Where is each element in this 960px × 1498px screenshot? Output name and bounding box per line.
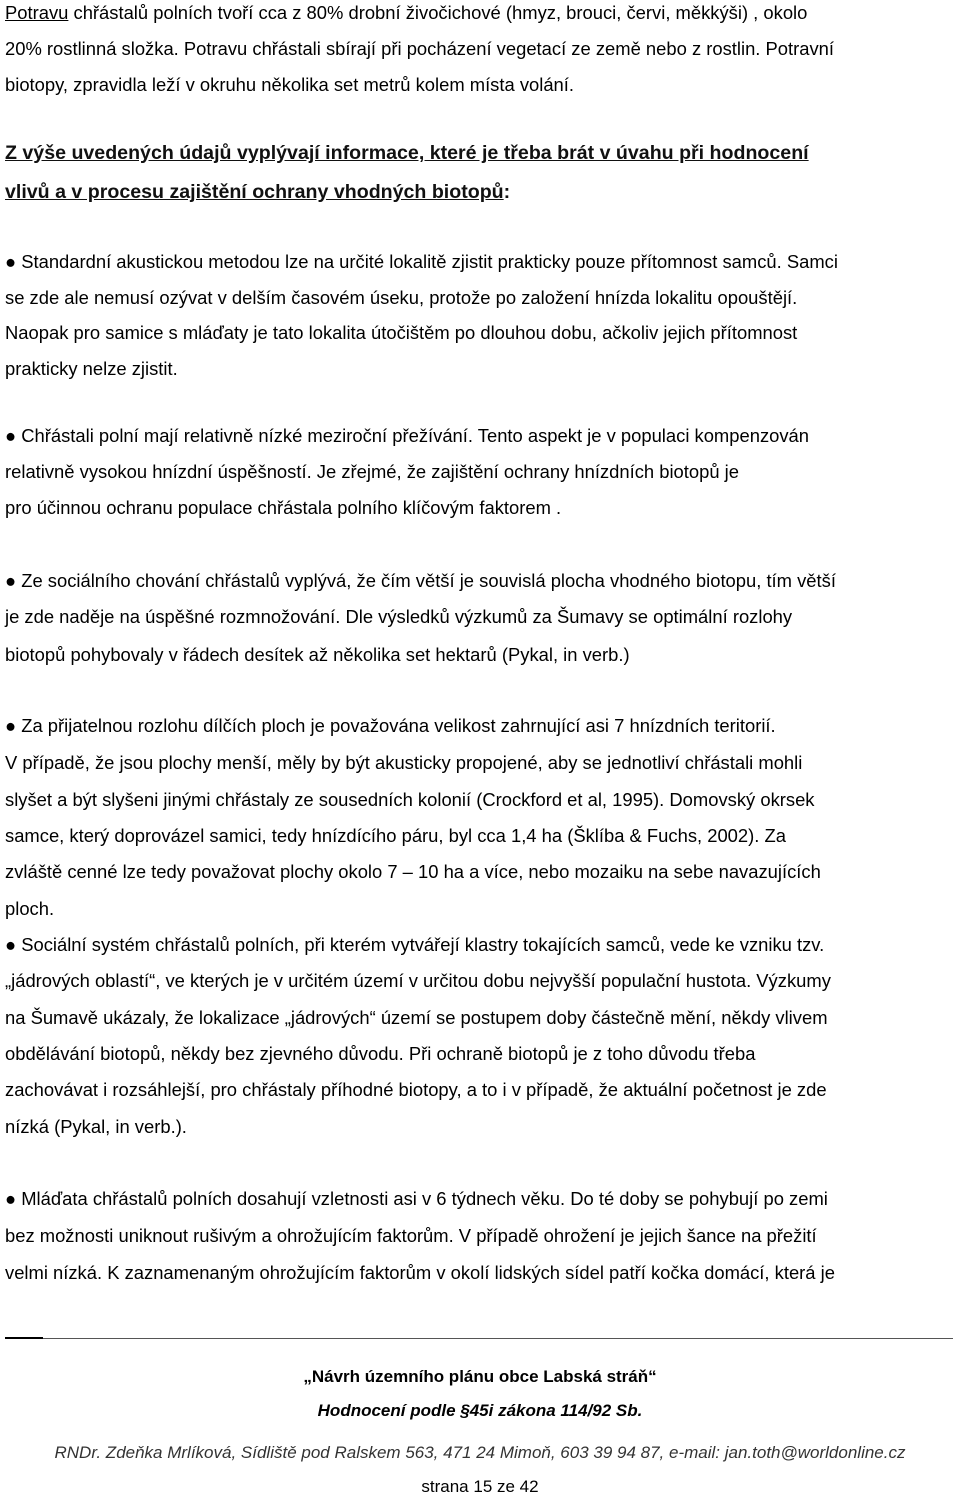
bullet-line: biotopů pohybovaly v řádech desítek až několika set hektarů (Pykal, in verb.) [5, 644, 630, 665]
paragraph-text: chřástalů polních tvoří cca z 80% drobní živočichové (hmyz, brouci, červi, měkkýši) , okolo [68, 2, 808, 23]
paragraph-line: 20% rostlinná složka. Potravu chřástali sbírají při pocházení vegetací ze země nebo z rostlin. Potravní [5, 38, 835, 59]
bullet-line: nízká (Pykal, in verb.). [5, 1116, 187, 1137]
bullet-line: ploch. [5, 898, 55, 919]
bullet-line: velmi nízká. K zaznamenaným ohrožujícím faktorům v okolí lidských sídel patří kočka domácí, která je [5, 1262, 835, 1283]
bullet-line: ● Mláďata chřástalů polních dosahují vzletnosti asi v 6 týdnech věku. Do té doby se pohybují po zemi [5, 1188, 828, 1209]
heading-colon: : [503, 181, 511, 203]
bullet-line: Naopak pro samice s mláďaty je tato lokalita útočištěm po dlouhou dobu, ačkoliv jejich přítomnost [5, 322, 798, 343]
bullet-line: relativně vysokou hnízdní úspěšností. Je zřejmé, že zajištění ochrany hnízdních biotopů je [5, 461, 739, 482]
bullet-line: V případě, že jsou plochy menší, měly by být akusticky propojené, aby se jednotliví chřástali mohli [5, 752, 803, 773]
bullet-line: samce, který doprovázel samici, tedy hnízdícího páru, byl cca 1,4 ha (Šklíba & Fuchs, 2002). Za [5, 825, 786, 846]
bullet-line: je zde naděje na úspěšné rozmnožování. Dle výsledků výzkumů za Šumavy se optimální rozlohy [5, 606, 793, 627]
bullet-line: zvláště cenné lze tedy považovat plochy okolo 7 – 10 ha a více, nebo mozaiku na sebe navazujících [5, 861, 821, 882]
bullet-line: obdělávání biotopů, někdy bez zjevného důvodu. Při ochraně biotopů je z toho důvodu třeba [5, 1043, 756, 1064]
bullet-line: slyšet a být slyšeni jinými chřástaly ze sousedních kolonií (Crockford et al, 1995). Domovský okrsek [5, 789, 815, 810]
footer-title: „Návrh územního plánu obce Labská stráň“ [303, 1367, 657, 1386]
footer-subtitle: Hodnocení podle §45i zákona 114/92 Sb. [317, 1401, 643, 1420]
bullet-line: ● Sociální systém chřástalů polních, při kterém vytvářejí klastry tokajících samců, vede ke vzniku tzv. [5, 934, 825, 955]
footer-divider [5, 1337, 43, 1339]
bullet-line: se zde ale nemusí ozývat v delším časovém úseku, protože po založení hnízda lokalitu opouštějí. [5, 287, 798, 308]
page-number: strana 15 ze 42 [421, 1477, 539, 1496]
paragraph-line: biotopy, zpravidla leží v okruhu několika set metrů kolem místa volání. [5, 74, 575, 95]
bullet-line: pro účinnou ochranu populace chřástala polního klíčovým faktorem . [5, 497, 562, 518]
section-heading-text: vlivů a v procesu zajištění ochrany vhodných biotopů [5, 181, 504, 203]
bullet-line: na Šumavě ukázaly, že lokalizace „jádrových“ území se postupem doby částečně mění, někdy vlivem [5, 1007, 828, 1028]
paragraph-line [5, 1, 807, 25]
bullet-line: prakticky nelze zjistit. [5, 358, 178, 379]
underlined-term: Potravu [5, 2, 69, 23]
section-heading: Z výše uvedených údajů vyplývají informace, které je třeba brát v úvahu při hodnocení [5, 142, 809, 164]
bullet-line: „jádrových oblastí“, ve kterých je v určitém území v určitou dobu nejvyšší populační hustota. Výzkumy [5, 970, 831, 991]
footer-divider [43, 1338, 953, 1339]
bullet-line: ● Standardní akustickou metodou lze na určité lokalitě zjistit prakticky pouze přítomnost samců. Samci [5, 251, 838, 272]
bullet-line: bez možnosti uniknout rušivým a ohrožujícím faktorům. V případě ohrožení je jejich šance na přežití [5, 1225, 817, 1246]
bullet-line: ● Chřástali polní mají relativně nízké meziroční přežívání. Tento aspekt je v populaci kompenzován [5, 425, 810, 446]
bullet-line: ● Ze sociálního chování chřástalů vyplývá, že čím větší je souvislá plocha vhodného biotopu, tím větší [5, 570, 836, 591]
footer-contact: RNDr. Zdeňka Mrlíková, Sídliště pod Ralskem 563, 471 24 Mimoň, 603 39 94 87, e-mail: jan.toth@worldonline.cz [54, 1443, 906, 1462]
bullet-line: ● Za přijatelnou rozlohu dílčích ploch je považována velikost zahrnující asi 7 hnízdních teritorií. [5, 715, 776, 736]
bullet-line: zachovávat i rozsáhlejší, pro chřástaly příhodné biotopy, a to i v případě, že aktuální početnost je zde [5, 1079, 827, 1100]
section-heading [5, 180, 510, 204]
